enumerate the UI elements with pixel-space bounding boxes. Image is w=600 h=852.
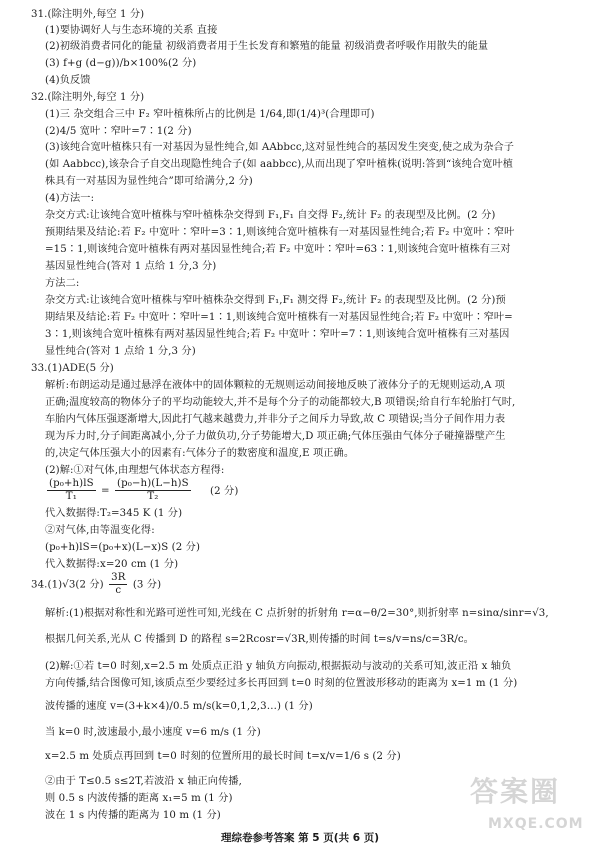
equation-fraction-left (47, 478, 96, 503)
q33-line-5: 的,决定气体压强大小的因素有:气体分子的数密度和温度,E 项正确。 (45, 448, 355, 459)
q34-line-5: 波传播的速度 v=(3+k×4)/0.5 m/s(k=0,1,2,3…) (1 分) (45, 701, 313, 712)
q33-heading: 33.(1)ADE(5 分) (31, 363, 114, 374)
q32-line-9: =15∶1,则该纯合宽叶植株有两对基因显性纯合;若 F₂ 中宽叶∶窄叶=63∶1,则该纯合宽叶植株有三对 (45, 244, 511, 255)
q32-line-7: 杂交方式:让该纯合宽叶植株与窄叶植株杂交得到 F₁,F₁ 自交得 F₂,统计 F₂ 的表现型及比例。(2 分) (45, 210, 496, 221)
q31-heading: 31.(除注明外,每空 1 分) (31, 9, 145, 20)
q34-answer-1: 34.(1)√3(2 分) (31, 579, 104, 591)
watermark-domain: MXQE.COM (488, 816, 584, 832)
score-note: (3 分) (132, 579, 162, 591)
q32-line-10: 基因显性纯合(答对 1 点给 1 分,3 分) (45, 261, 217, 272)
q31-line-4: (4)负反馈 (45, 75, 91, 86)
q32-line-13: 期结果及结论:若 F₂ 中宽叶∶窄叶=1∶1,则该纯合宽叶植株有一对基因显性纯合;若 F₂ 中宽叶∶窄叶= (45, 312, 513, 323)
q34-line-2: 根据几何关系,光从 C 传播到 D 的路程 s=2Rcosr=√3R,则传播的时间 t=s/v=ns/c=3R/c。 (45, 634, 474, 645)
fraction-numerator: 3R (111, 572, 126, 583)
q32-line-6: (4)方法一: (45, 193, 95, 204)
fraction-denominator: T₂ (147, 491, 159, 502)
q33-line-1: 解析:布朗运动是通过悬浮在液体中的固体颗粒的无规则运动间接地反映了液体分子的无规则运动,A 项 (45, 380, 506, 391)
q33-line-8: ②对气体,由等温变化得: (45, 525, 155, 536)
equals-sign: = (101, 485, 110, 497)
q31-line-3: (3) f+g (d−g))/b×100%(2 分) (45, 58, 197, 69)
q33-line-9: (p₀+h)lS=(p₀+x)(L−x)S (2 分) (45, 542, 201, 553)
q33-line-7: 代入数据得:T₂=345 K (1 分) (45, 508, 183, 519)
q34-answer-fraction (109, 572, 127, 597)
score-note: (2 分) (210, 485, 239, 497)
q34-line-10: 波在 1 s 内传播的距离为 10 m (1 分) (45, 810, 221, 821)
q32-line-4: (如 Aabbcc),该杂合子自交出现隐性纯合子(如 aabbcc),从而出现了窄叶植株(说明:答到“该纯合宽叶植 (45, 159, 514, 170)
q34-line-9: 则 0.5 s 内波传播的距离 x₁=5 m (1 分) (45, 793, 233, 804)
q32-line-15: 显性纯合(答对 1 点给 1 分,3 分) (45, 346, 196, 357)
q31-line-2: (2)初级消费者同化的能量 初级消费者用于生长发育和繁殖的能量 初级消费者呼吸作用散失的能量 (45, 41, 489, 52)
q33-equation-1 (45, 478, 238, 503)
q32-line-8: 预期结果及结论:若 F₂ 中宽叶∶窄叶=3∶1,则该纯合宽叶植株有一对基因显性纯合;若 F₂ 中宽叶∶窄叶 (45, 227, 515, 238)
q33-line-3: 车胎内气体压强逐渐增大,因此打气越来越费力,并非分子之间斥力导致,故 C 项错误;当分子间作用力表 (45, 414, 506, 425)
watermark-text: 答案圈 (470, 775, 561, 808)
q33-line-2: 正确;温度较高的物体分子的平均动能较大,并不是每个分子的动能都较大,B 项错误;给自行车轮胎打气时, (45, 397, 516, 408)
q32-line-3: (3)该纯合宽叶植株只有一对基因为显性纯合,如 AAbbcc,这对显性纯合的基因发生突变,使之成为杂合子 (45, 142, 515, 153)
q34-line-6: 当 k=0 时,波速最小,最小速度 v=6 m/s (1 分) (45, 727, 261, 738)
q32-line-2: (2)4/5 宽叶∶窄叶=7∶1(2 分) (45, 126, 192, 137)
fraction-numerator: (p₀+h)lS (49, 478, 94, 489)
page-footer: 理综卷参考答案 第 5 页(共 6 页) (221, 832, 379, 844)
q34-line-8: ②由于 T≤0.5 s≤2T,若波沿 x 轴正向传播, (45, 776, 243, 787)
q32-heading: 32.(除注明外,每空 1 分) (31, 92, 145, 103)
q33-line-4: 现为斥力时,分子间距离减小,分子力做负功,分子势能增大,D 项正确;气体压强由气体分子碰撞器壁产生 (45, 431, 506, 442)
fraction-denominator: T₁ (65, 491, 77, 502)
equation-fraction-right (115, 478, 191, 503)
q33-line-6: (2)解:①对气体,由理想气体状态方程得: (45, 465, 225, 476)
q32-line-11: 方法二: (45, 278, 80, 289)
fraction-numerator: (p₀−h)(L−h)S (117, 478, 189, 489)
q32-line-5: 株具有一对基因为显性纯合”即可给满分,2 分) (45, 176, 253, 187)
q34-line-4: 方向传播,结合图像可知,该质点至少要经过多长再回到 t=0 时刻的位置波形移动的距离为 x=1 m (1 分) (45, 678, 518, 689)
fraction-denominator: c (115, 585, 122, 596)
q34-line-7: x=2.5 m 处质点再回到 t=0 时刻的位置所用的最长时间 t=x/v=1/6 s (2 分) (45, 751, 401, 762)
q32-line-14: 3∶1,则该纯合宽叶植株有两对基因显性纯合;若 F₂ 中宽叶∶窄叶=7∶1,则该纯合宽叶植株有三对基因 (45, 329, 510, 340)
q34-heading (31, 572, 161, 597)
q34-line-1: 解析:(1)根据对称性和光路可逆性可知,光线在 C 点折射的折射角 r=α−θ/2=30°,则折射率 n=sinα/sinr=√3, (45, 608, 549, 619)
q32-line-1: (1)三 杂交组合三中 F₂ 窄叶植株所占的比例是 1/64,即(1/4)³(合理即可) (45, 109, 375, 120)
q32-line-12: 杂交方式:让该纯合宽叶植株与窄叶植株杂交得到 F₁,F₁ 测交得 F₂,统计 F₂ 的表现型及比例。(2 分)预 (45, 295, 506, 306)
q34-line-3: (2)解:①若 t=0 时刻,x=2.5 m 处质点正沿 y 轴负方向振动,根据振动与波动的关系可知,波正沿 x 轴负 (45, 661, 512, 672)
q33-line-10: 代入数据得:x=20 cm (1 分) (45, 559, 179, 570)
q31-line-1: (1)要协调好人与生态环境的关系 直接 (45, 25, 218, 36)
